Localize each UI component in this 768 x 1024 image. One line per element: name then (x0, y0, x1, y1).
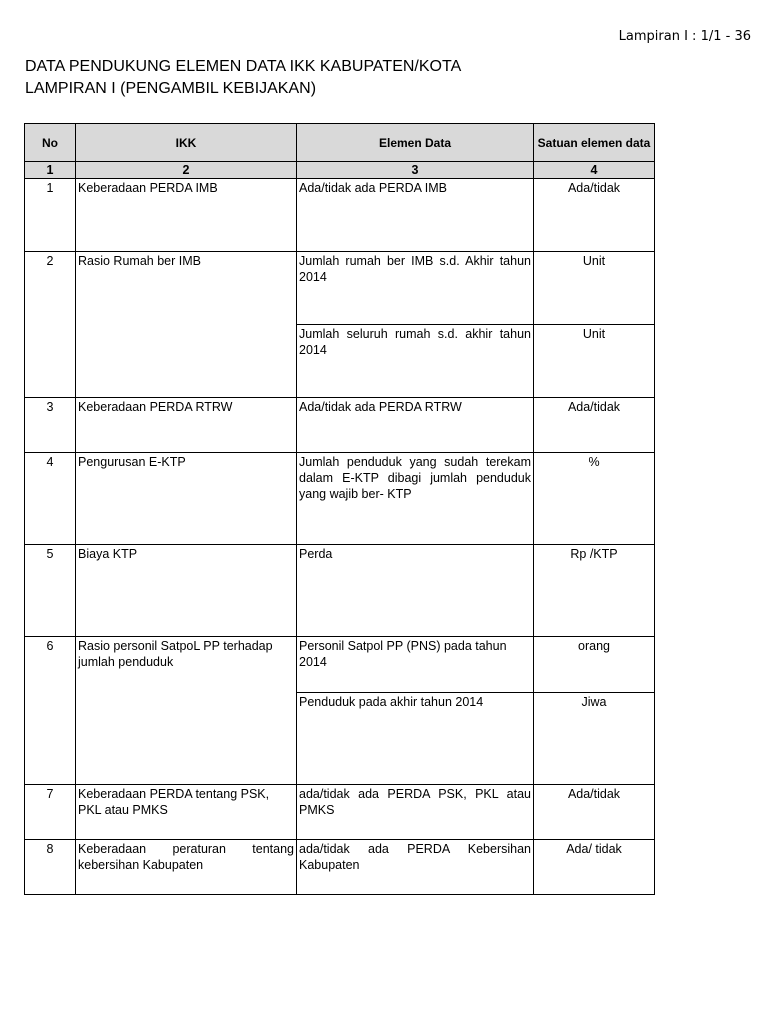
ikk-data-table (24, 123, 655, 895)
row-ikk: Keberadaan PERDA tentang PSK, PKL atau PMKS (76, 785, 297, 840)
table-row (25, 840, 655, 895)
row-elemen: Perda (297, 545, 534, 637)
row-ikk: Rasio personil SatpoL PP terhadap jumlah penduduk (76, 637, 297, 785)
row-no: 1 (25, 179, 76, 252)
row-satuan: Ada/tidak (534, 179, 655, 252)
row-satuan: Rp /KTP (534, 545, 655, 637)
header-row (25, 124, 655, 162)
row-ikk: Keberadaan PERDA RTRW (76, 398, 297, 453)
row-ikk: Keberadaan peraturan tentang kebersihan Kabupaten (76, 840, 297, 895)
page-reference: Lampiran I : 1/1 - 36 (618, 29, 751, 44)
row-no: 7 (25, 785, 76, 840)
row-satuan: Ada/ tidak (534, 840, 655, 895)
row-no: 4 (25, 453, 76, 545)
column-index: 3 (297, 162, 534, 179)
row-no: 6 (25, 637, 76, 785)
row-elemen: Ada/tidak ada PERDA IMB (297, 179, 534, 252)
row-no: 8 (25, 840, 76, 895)
row-no: 2 (25, 252, 76, 398)
header-ikk: IKK (76, 124, 297, 162)
table-row (25, 398, 655, 453)
table-row (25, 252, 655, 325)
row-satuan: Ada/tidak (534, 398, 655, 453)
column-index-row (25, 162, 655, 179)
row-ikk: Biaya KTP (76, 545, 297, 637)
row-satuan: Ada/tidak (534, 785, 655, 840)
table-row (25, 453, 655, 545)
row-no: 5 (25, 545, 76, 637)
row-elemen: Personil Satpol PP (PNS) pada tahun 2014 (297, 637, 534, 693)
table-row (25, 637, 655, 693)
column-index: 1 (25, 162, 76, 179)
table-row (25, 545, 655, 637)
header-satuan: Satuan elemen data (534, 124, 655, 162)
document-title (25, 56, 461, 100)
row-elemen: ada/tidak ada PERDA PSK, PKL atau PMKS (297, 785, 534, 840)
row-elemen: ada/tidak ada PERDA Kebersihan Kabupaten (297, 840, 534, 895)
row-elemen: Penduduk pada akhir tahun 2014 (297, 693, 534, 785)
row-elemen: Jumlah seluruh rumah s.d. akhir tahun 2014 (297, 325, 534, 398)
row-elemen: Jumlah rumah ber IMB s.d. Akhir tahun 2014 (297, 252, 534, 325)
row-elemen: Jumlah penduduk yang sudah terekam dalam E-KTP dibagi jumlah penduduk yang wajib ber- KTP (297, 453, 534, 545)
column-index: 2 (76, 162, 297, 179)
row-elemen: Ada/tidak ada PERDA RTRW (297, 398, 534, 453)
row-satuan: % (534, 453, 655, 545)
row-no: 3 (25, 398, 76, 453)
header-no: No (25, 124, 76, 162)
row-ikk: Rasio Rumah ber IMB (76, 252, 297, 398)
row-satuan: Unit (534, 252, 655, 325)
row-ikk: Pengurusan E-KTP (76, 453, 297, 545)
row-ikk: Keberadaan PERDA IMB (76, 179, 297, 252)
row-satuan: orang (534, 637, 655, 693)
title-line-2: LAMPIRAN I (PENGAMBIL KEBIJAKAN) (25, 80, 317, 97)
row-satuan: Jiwa (534, 693, 655, 785)
table-row (25, 179, 655, 252)
title-line-1: DATA PENDUKUNG ELEMEN DATA IKK KABUPATEN/KOTA (25, 58, 462, 75)
table-row (25, 785, 655, 840)
column-index: 4 (534, 162, 655, 179)
row-satuan: Unit (534, 325, 655, 398)
header-elemen-data: Elemen Data (297, 124, 534, 162)
